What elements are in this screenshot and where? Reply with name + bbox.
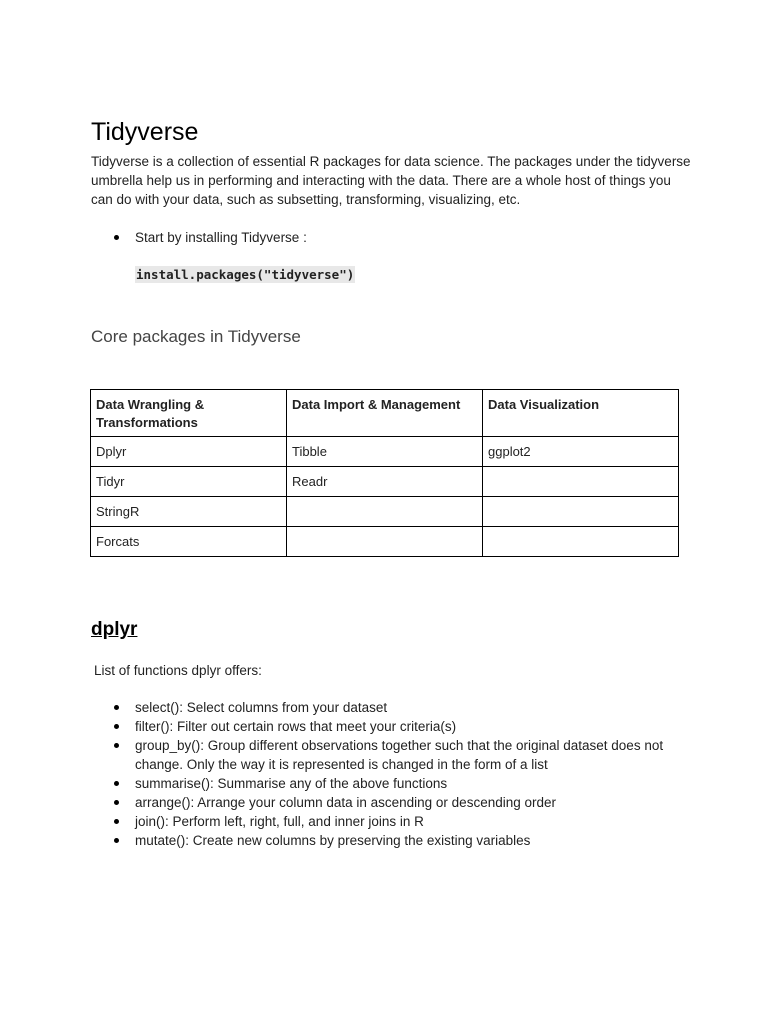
list-item: group_by(): Group different observations together such that the original dataset does not change. Only the way it is represented is changed in the form of a list bbox=[114, 736, 674, 774]
dplyr-heading: dplyr bbox=[91, 619, 138, 640]
table-row bbox=[91, 527, 679, 557]
table-cell bbox=[287, 527, 483, 557]
table-cell: StringR bbox=[91, 497, 287, 527]
table-cell: Forcats bbox=[91, 527, 287, 557]
table-cell: Readr bbox=[287, 467, 483, 497]
table-cell bbox=[483, 497, 679, 527]
table-row bbox=[91, 437, 679, 467]
list-item: summarise(): Summarise any of the above functions bbox=[114, 774, 674, 793]
list-item: filter(): Filter out certain rows that meet your criteria(s) bbox=[114, 717, 674, 736]
table-header-cell: Data Wrangling & Transformations bbox=[91, 390, 287, 437]
table-header-cell: Data Visualization bbox=[483, 390, 679, 437]
table-cell: Dplyr bbox=[91, 437, 287, 467]
table-row bbox=[91, 497, 679, 527]
install-bullet: Start by installing Tidyverse : bbox=[114, 228, 307, 247]
table-cell bbox=[483, 527, 679, 557]
intro-paragraph: Tidyverse is a collection of essential R packages for data science. The packages under the tidyverse umbrella help us in performing and interacting with the data. There are a whole host of things you can do with your data, such as subsetting, transforming, visualizing, etc. bbox=[91, 154, 691, 207]
list-item: mutate(): Create new columns by preserving the existing variables bbox=[114, 831, 674, 850]
core-packages-table bbox=[90, 389, 679, 557]
table-cell bbox=[287, 497, 483, 527]
page-title: Tidyverse bbox=[91, 118, 199, 146]
table-header-row bbox=[91, 390, 679, 437]
table-cell: ggplot2 bbox=[483, 437, 679, 467]
dplyr-intro: List of functions dplyr offers: bbox=[94, 663, 262, 678]
table-cell bbox=[483, 467, 679, 497]
dplyr-function-list bbox=[114, 698, 674, 850]
table-row bbox=[91, 467, 679, 497]
core-packages-heading: Core packages in Tidyverse bbox=[91, 327, 301, 346]
table-cell: Tibble bbox=[287, 437, 483, 467]
list-item: select(): Select columns from your dataset bbox=[114, 698, 674, 717]
install-code: install.packages("tidyverse") bbox=[136, 267, 355, 282]
list-item: join(): Perform left, right, full, and inner joins in R bbox=[114, 812, 674, 831]
list-item: arrange(): Arrange your column data in ascending or descending order bbox=[114, 793, 674, 812]
install-list bbox=[114, 228, 307, 247]
table-cell: Tidyr bbox=[91, 467, 287, 497]
table-header-cell: Data Import & Management bbox=[287, 390, 483, 437]
